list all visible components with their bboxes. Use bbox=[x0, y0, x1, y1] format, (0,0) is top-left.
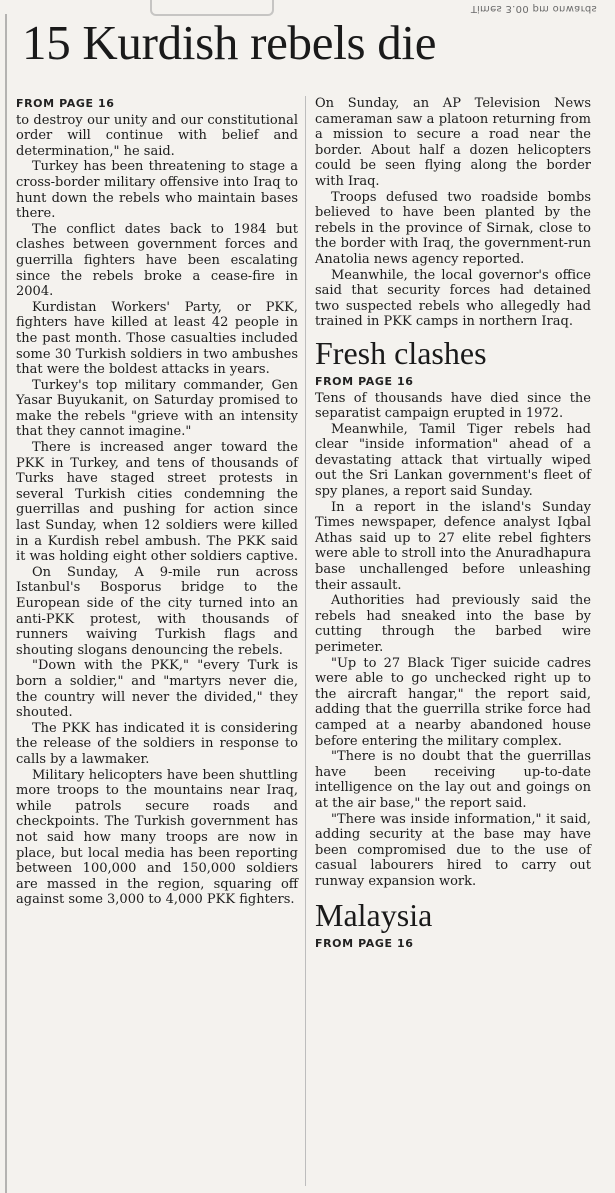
paragraph: "There was inside information," it said, adding security at the base may have been compromised due to the use of casual labourers hired to carry out runway expansion work. bbox=[315, 811, 591, 889]
article-column-left bbox=[16, 96, 298, 908]
jump-line: FROM PAGE 16 bbox=[315, 374, 414, 388]
paragraph: There is increased anger toward the PKK in Turkey, and tens of thousands of Turks have staged street protests in several Turkish cities condemning the guerrillas and pushing for action since last Sunday, when 12 soldiers were killed in a Kurdish rebel ambush. The PKK said it was holding eight other soldiers captive. bbox=[16, 440, 298, 565]
mirrored-page-slug: Times 3.00 pm onwards bbox=[470, 3, 597, 14]
paragraph: The conflict dates back to 1984 but clashes between government forces and guerrilla fighters have been escalating since the rebels broke a cease-fire in 2004. bbox=[16, 221, 298, 300]
paragraph: Turkey has been threatening to stage a cross-border military offensive into Iraq to hunt down the rebels who maintain bases there. bbox=[16, 159, 298, 222]
paragraph: Troops defused two roadside bombs believed to have been planted by the rebels in the province of Sirnak, close to the border with Iraq, the government-run Anatolia news agency reported. bbox=[315, 189, 591, 267]
paragraph: "There is no doubt that the guerrillas have been receiving up-to-date intelligence on the lay out and goings on at the air base," the report said. bbox=[315, 749, 591, 811]
section-heading-malaysia: Malaysia bbox=[315, 896, 433, 933]
paragraph: On Sunday, A 9-mile run across Istanbul's Bosporus bridge to the European side of the city turned into an anti-PKK protest, with thousands of runners waiving Turkish flags and shouting slogans denouncing the rebels. bbox=[16, 564, 298, 658]
paragraph: Authorities had previously said the rebels had sneaked into the base by cutting through the barbed wire perimeter. bbox=[315, 593, 591, 655]
paragraph: Tens of thousands have died since the separatist campaign erupted in 1972. bbox=[315, 390, 591, 422]
jump-line: FROM PAGE 16 bbox=[16, 97, 115, 110]
jump-line: FROM PAGE 16 bbox=[315, 936, 414, 950]
paragraph: Meanwhile, Tamil Tiger rebels had clear "inside information" ahead of a devastating attack that virtually wiped out the Sri Lankan government's fleet of spy planes, a report said Sunday. bbox=[315, 421, 591, 500]
paragraph: In a report in the island's Sunday Times newspaper, defence analyst Iqbal Athas said up to 27 elite rebel fighters were able to stroll into the Anuradhapura base unchallenged before unleashing their assault. bbox=[315, 499, 591, 593]
headline: 15 Kurdish rebels die bbox=[22, 15, 437, 70]
left-edge-rule bbox=[5, 14, 7, 1193]
paragraph: Meanwhile, the local governor's office said that security forces had detained two suspected rebels who allegedly had trained in PKK camps in northern Iraq. bbox=[315, 267, 591, 330]
section-heading-fresh-clashes: Fresh clashes bbox=[315, 334, 487, 371]
paragraph: The PKK has indicated it is considering the release of the soldiers in response to calls by a lawmaker. bbox=[16, 720, 298, 767]
paragraph: "Up to 27 Black Tiger suicide cadres were able to go unchecked right up to the aircraft hangar," the report said, adding that the guerrilla strike force had camped at a nearby abandoned house before entering the military complex. bbox=[315, 655, 591, 749]
article-column-right bbox=[315, 96, 591, 952]
paragraph: "Down with the PKK," "every Turk is born a soldier," and "martyrs never die, the country will never the divided," they shouted. bbox=[16, 658, 298, 721]
paragraph: Military helicopters have been shuttling more troops to the mountains near Iraq, while patrols secure roads and checkpoints. The Turkish government has not said how many troops are now in place, but local media has been reporting between 100,000 and 150,000 soldiers are massed in the region, squaring off against some 3,000 to 4,000 PKK fighters. bbox=[16, 767, 298, 908]
paragraph: to destroy our unity and our constitutional order will continue with belief and determination," he said. bbox=[16, 112, 298, 159]
paragraph: Turkey's top military commander, Gen Yasar Buyukanit, on Saturday promised to make the rebels "grieve with an intensity that they cannot imagine." bbox=[16, 377, 298, 440]
paragraph: On Sunday, an AP Television News cameraman saw a platoon returning from a mission to secure a road near the border. About half a dozen helicopters could be seen flying along the border with Iraq. bbox=[315, 96, 591, 189]
column-divider bbox=[305, 96, 306, 1186]
paragraph: Kurdistan Workers' Party, or PKK, fighters have killed at least 42 people in the past month. Those casualties included some 30 Turkish soldiers in two ambushes that were the boldest attacks in years. bbox=[16, 299, 298, 378]
pen-scribble bbox=[150, 0, 274, 16]
